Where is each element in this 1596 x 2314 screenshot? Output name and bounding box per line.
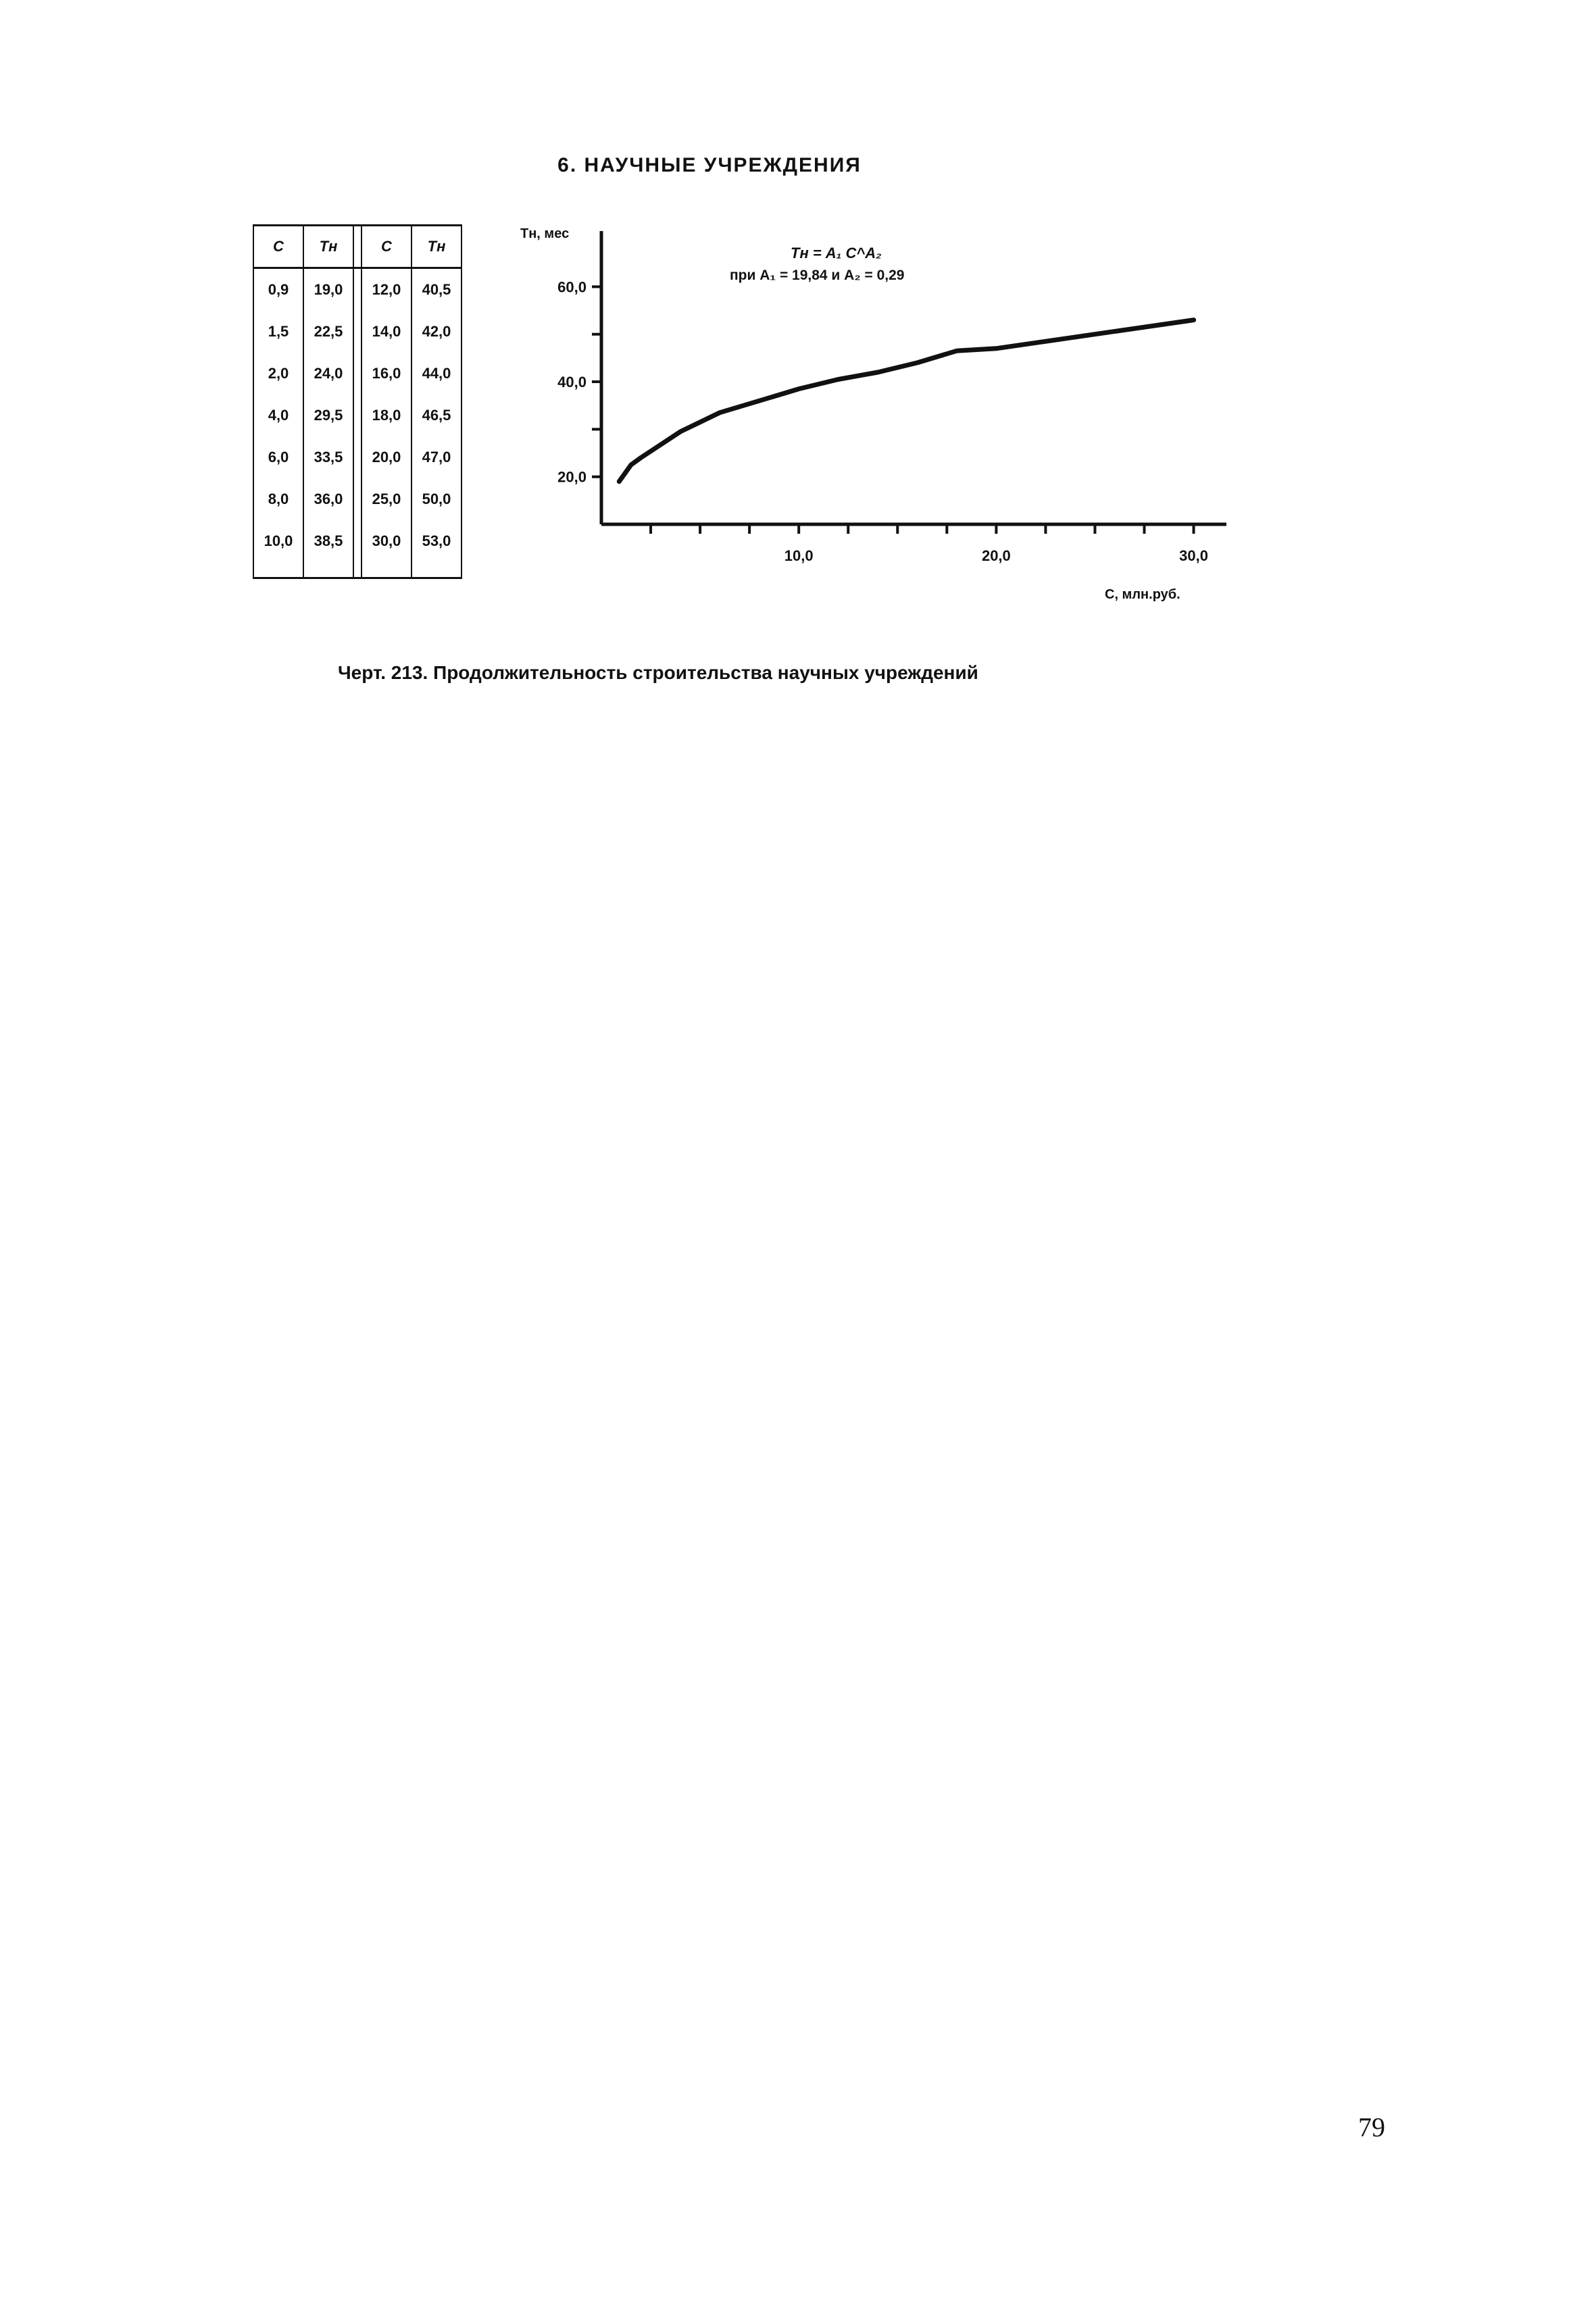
table-row [253, 311, 462, 353]
cell-duration: 44,0 [412, 353, 462, 395]
table-row [253, 395, 462, 436]
column-divider [353, 268, 361, 311]
cell-duration: 36,0 [303, 478, 353, 520]
cell-cost: 1,5 [253, 311, 303, 353]
cell-duration: 40,5 [412, 268, 462, 311]
cell-cost: 10,0 [253, 520, 303, 562]
cell-duration: 24,0 [303, 353, 353, 395]
cell-duration: 38,5 [303, 520, 353, 562]
cell-duration: 42,0 [412, 311, 462, 353]
x-tick-label: 20,0 [981, 547, 1011, 564]
cell-duration: 19,0 [303, 268, 353, 311]
y-tick-label: 20,0 [557, 468, 587, 486]
col-header-c: C [361, 226, 412, 268]
cell-cost: 4,0 [253, 395, 303, 436]
table-row [253, 520, 462, 562]
cell-cost: 0,9 [253, 268, 303, 311]
table-row [253, 353, 462, 395]
column-divider [353, 311, 361, 353]
table-footer-cell [253, 562, 303, 578]
formula-line-2: при A₁ = 19,84 и A₂ = 0,29 [730, 268, 905, 283]
table-footer-cell [303, 562, 353, 578]
table-footer-row [253, 562, 462, 578]
table-header-row [253, 226, 462, 268]
table-body [253, 268, 462, 578]
table-footer-cell [361, 562, 412, 578]
table-row [253, 478, 462, 520]
cell-cost: 18,0 [361, 395, 412, 436]
cell-duration: 47,0 [412, 436, 462, 478]
col-header-tn: Tн [303, 226, 353, 268]
column-divider [353, 520, 361, 562]
column-divider [353, 436, 361, 478]
page-number: 79 [1358, 2112, 1385, 2142]
column-divider [353, 395, 361, 436]
y-tick-label: 40,0 [557, 374, 587, 391]
formula-line-1: Tн = A₁ C^A₂ [791, 245, 882, 261]
cell-duration: 50,0 [412, 478, 462, 520]
cell-duration: 33,5 [303, 436, 353, 478]
duration-chart [500, 216, 1243, 622]
chart-ticks [592, 286, 1194, 534]
cell-cost: 25,0 [361, 478, 412, 520]
column-divider [353, 226, 361, 268]
col-header-tn: Tн [412, 226, 462, 268]
column-divider [353, 478, 361, 520]
cell-duration: 22,5 [303, 311, 353, 353]
cell-cost: 30,0 [361, 520, 412, 562]
table-row [253, 436, 462, 478]
cell-cost: 2,0 [253, 353, 303, 395]
chart-axes [601, 231, 1226, 524]
cell-duration: 46,5 [412, 395, 462, 436]
cell-duration: 53,0 [412, 520, 462, 562]
cell-cost: 16,0 [361, 353, 412, 395]
cell-cost: 14,0 [361, 311, 412, 353]
x-axis-label: C, млн.руб. [1105, 587, 1180, 602]
column-divider [353, 562, 361, 578]
column-divider [353, 353, 361, 395]
table-footer-cell [412, 562, 462, 578]
cell-duration: 29,5 [303, 395, 353, 436]
data-table [253, 224, 462, 579]
cell-cost: 12,0 [361, 268, 412, 311]
y-tick-label: 60,0 [557, 278, 587, 296]
figure-caption: Черт. 213. Продолжительность строительства научных учреждений [338, 662, 978, 683]
table-row [253, 268, 462, 311]
cell-cost: 8,0 [253, 478, 303, 520]
col-header-c: C [253, 226, 303, 268]
cell-cost: 20,0 [361, 436, 412, 478]
y-axis-label: Tн, мес [520, 226, 570, 241]
chart-tick-labels [557, 278, 1208, 564]
cell-cost: 6,0 [253, 436, 303, 478]
section-heading: 6. НАУЧНЫЕ УЧРЕЖДЕНИЯ [557, 154, 862, 176]
x-tick-label: 30,0 [1179, 547, 1208, 564]
series-line [619, 320, 1193, 482]
x-tick-label: 10,0 [784, 547, 814, 564]
